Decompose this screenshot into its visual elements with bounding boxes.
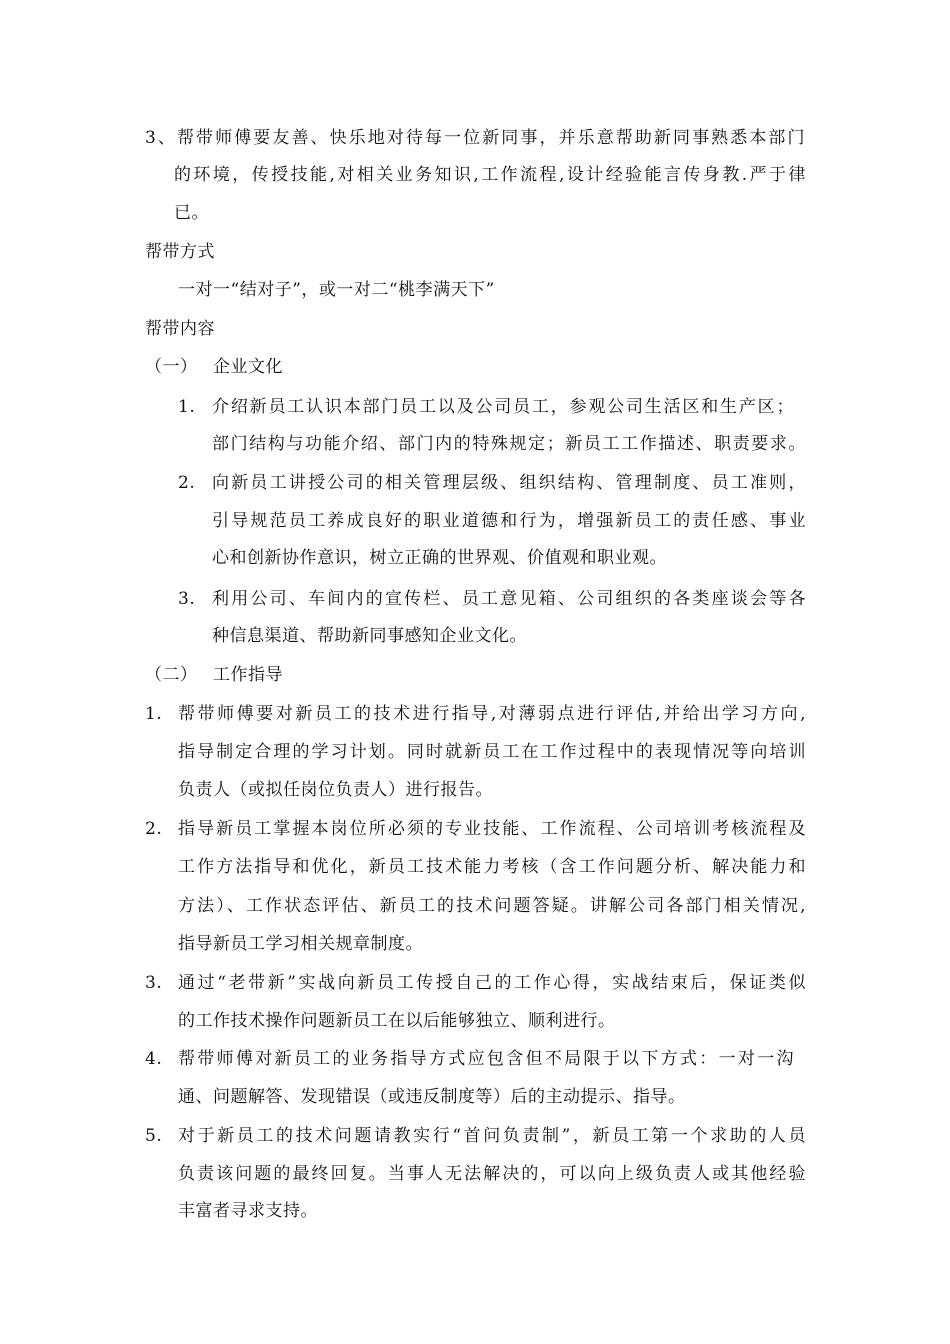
part2-item1-line2: 指导制定合理的学习计划。同时就新员工在工作过程中的表现情况等向培训	[178, 742, 806, 762]
part1-item2-line3: 心和创新协作意识，树立正确的世界观、价值观和职业观。	[212, 548, 667, 568]
part1-item3-number: 3.	[178, 589, 196, 609]
part1-number: （一）	[145, 357, 198, 377]
part2-item2-line2: 工作方法指导和优化，新员工技术能力考核（含工作问题分析、解决能力和	[178, 857, 806, 877]
part2-item5-number: 5.	[145, 1126, 163, 1146]
part2-item4-line1: 帮带师傅对新员工的业务指导方式应包含但不局限于以下方式：一对一沟	[178, 1049, 794, 1069]
part2-item1-number: 1.	[145, 704, 163, 724]
part1-item3-line1: 利用公司、车间内的宣传栏、员工意见箱、公司组织的各类座谈会等各	[212, 589, 806, 609]
part2-item2-line1: 指导新员工掌握本岗位所必须的专业技能、工作流程、公司培训考核流程及	[178, 819, 806, 839]
part2-item3-line1: 通过“老带新”实战向新员工传授自己的工作心得，实战结束后，保证类似	[178, 973, 806, 993]
intro-item3-line2: 的环境，传授技能,对相关业务知识,工作流程,设计经验能言传身教.严于律	[174, 165, 806, 185]
part1-item1-line1: 介绍新员工认识本部门员工以及公司员工，参观公司生活区和生产区；	[212, 397, 794, 417]
intro-item3-line1: 3、帮带师傅要友善、快乐地对待每一位新同事，并乐意帮助新同事熟悉本部门	[145, 128, 805, 148]
part2-item2-line3: 方法）、工作状态评估、新员工的技术问题答疑。讲解公司各部门相关情况,	[178, 896, 806, 916]
method-heading: 帮带方式	[145, 242, 215, 262]
part2-title: 工作指导	[213, 665, 283, 685]
part2-item3-line2: 的工作技术操作问题新员工在以后能够独立、顺利进行。	[178, 1011, 616, 1031]
part2-number: （二）	[145, 665, 198, 685]
part2-item2-line4: 指导新员工学习相关规章制度。	[178, 934, 423, 954]
part2-item4-line2: 通、问题解答、发现错误（或违反制度等）后的主动提示、指导。	[178, 1087, 686, 1107]
part1-item2-line2: 引导规范员工养成良好的职业道德和行为，增强新员工的责任感、事业	[212, 511, 806, 531]
part2-item5-line3: 丰富者寻求支持。	[178, 1201, 318, 1221]
part1-title: 企业文化	[213, 357, 283, 377]
part2-item5-line1: 对于新员工的技术问题请教实行“首问负责制”，新员工第一个求助的人员	[178, 1126, 806, 1146]
part2-item4-number: 4.	[145, 1049, 163, 1069]
part2-item5-line2: 负责该问题的最终回复。当事人无法解决的，可以向上级负责人或其他经验	[178, 1164, 806, 1184]
intro-item3-line3: 已。	[174, 203, 209, 223]
part1-item1-number: 1.	[178, 397, 196, 417]
part2-item1-line1: 帮带师傅要对新员工的技术进行指导,对薄弱点进行评估,并给出学习方向,	[178, 704, 806, 724]
part2-item1-line3: 负责人（或拟任岗位负责人）进行报告。	[178, 780, 493, 800]
part1-item1-line2: 部门结构与功能介绍、部门内的特殊规定；新员工工作描述、职责要求。	[212, 434, 806, 454]
part2-item3-number: 3.	[145, 973, 163, 993]
part2-item2-number: 2.	[145, 819, 163, 839]
part1-item2-line1: 向新员工讲授公司的相关管理层级、组织结构、管理制度、员工准则，	[212, 473, 806, 493]
content-heading: 帮带内容	[145, 319, 215, 339]
method-body: 一对一“结对子”，或一对二“桃李满天下”	[178, 280, 495, 300]
part1-item2-number: 2.	[178, 473, 196, 493]
part1-item3-line2: 种信息渠道、帮助新同事感知企业文化。	[212, 626, 527, 646]
